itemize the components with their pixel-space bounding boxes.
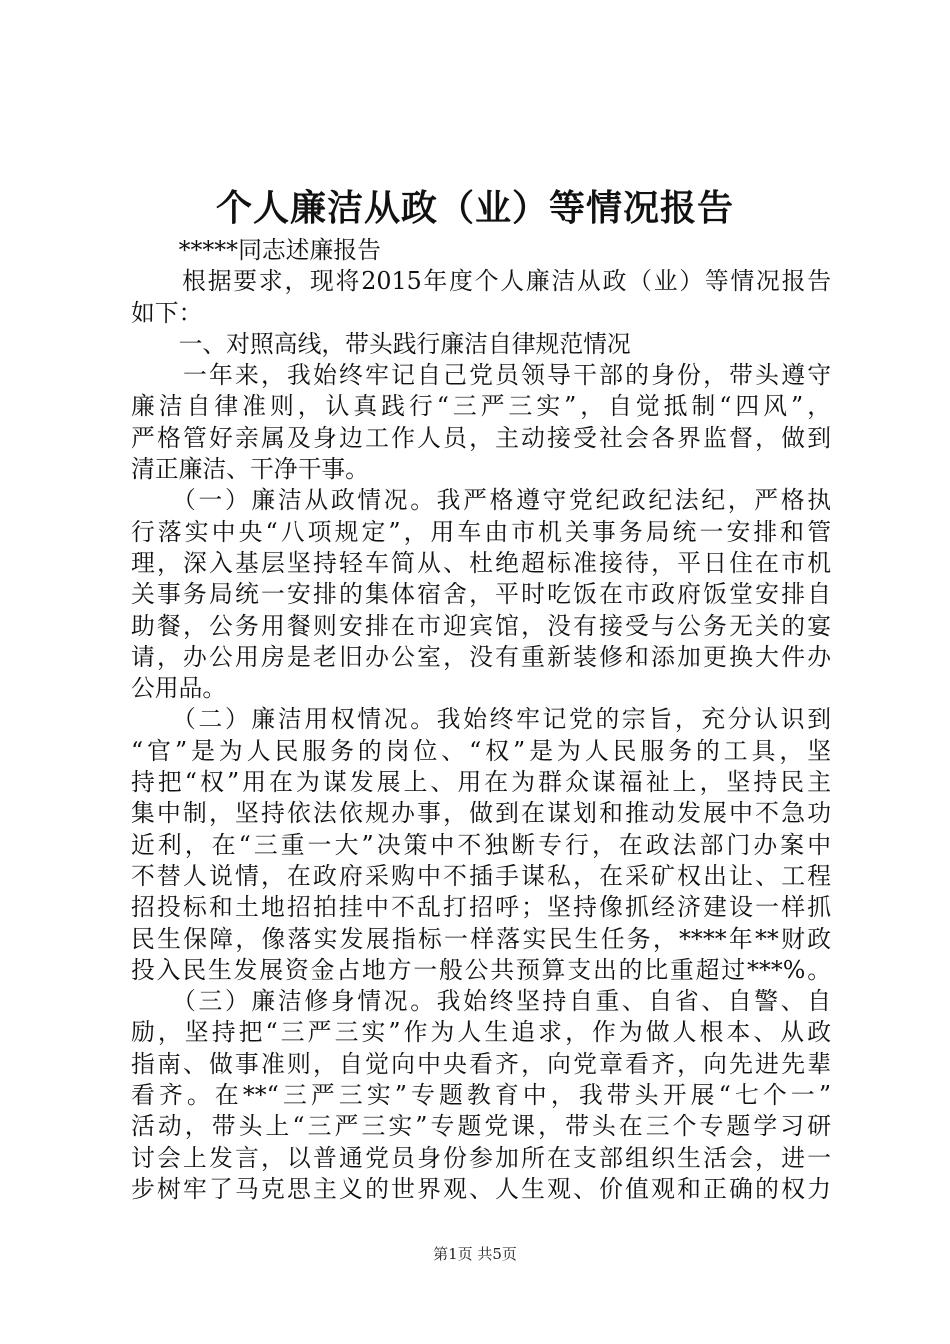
body-line: 持把“权”用在为谋发展上、用在为群众谋福祉上，坚持民主 (131, 768, 831, 797)
body-line: 投入民生发展资金占地方一般公共预算支出的比重超过***%。 (131, 955, 831, 984)
body-line: 民生保障，像落实发展指标一样落实民生任务，****年**财政 (131, 924, 831, 953)
body-line: 一年来，我始终牢记自己党员领导干部的身份，带头遵守 (131, 361, 831, 390)
body-line: 一、对照高线，带头践行廉洁自律规范情况 (131, 329, 631, 358)
body-line: 助餐，公务用餐则安排在市迎宾馆，没有接受与公务无关的宴 (131, 611, 831, 640)
body-line: 讨会上发言，以普通党员身份参加所在支部组织生活会，进一 (131, 1143, 831, 1172)
body-line: （一）廉洁从政情况。我严格遵守党纪政纪法纪，严格执 (131, 486, 831, 515)
page-footer: 第1页 共5页 (433, 1245, 517, 1263)
body-line: 根据要求，现将2015年度个人廉洁从政（业）等情况报告 (131, 267, 831, 296)
body-line: “官”是为人民服务的岗位、“权”是为人民服务的工具，坚 (131, 736, 831, 765)
body-line: *****同志述廉报告 (131, 236, 381, 264)
body-line: 请，办公用房是老旧办公室，没有重新装修和添加更换大件办 (131, 642, 831, 671)
body-line: 步树牢了马克思主义的世界观、人生观、价值观和正确的权力 (131, 1174, 831, 1203)
body-line: 严格管好亲属及身边工作人员，主动接受社会各界监督，做到 (131, 423, 831, 452)
body-line: 集中制，坚持依法依规办事，做到在谋划和推动发展中不急功 (131, 799, 831, 828)
body-line: （三）廉洁修身情况。我始终坚持自重、自省、自警、自 (131, 987, 831, 1016)
body-line: 廉洁自律准则，认真践行“三严三实”，自觉抵制“四风”， (131, 392, 831, 421)
document-body (131, 235, 831, 1205)
body-line: 清正廉洁、干净干事。 (131, 455, 369, 484)
body-line: 近利，在“三重一大”决策中不独断专行，在政法部门办案中 (131, 830, 831, 859)
body-line: 如下： (131, 298, 203, 327)
body-line: 公用品。 (131, 674, 227, 703)
body-line: （二）廉洁用权情况。我始终牢记党的宗旨，充分认识到 (131, 705, 831, 734)
body-line: 行落实中央“八项规定”，用车由市机关事务局统一安排和管 (131, 517, 831, 546)
body-line: 励，坚持把“三严三实”作为人生追求，作为做人根本、从政 (131, 1018, 831, 1047)
body-line: 指南、做事准则，自觉向中央看齐，向党章看齐，向先进先辈 (131, 1049, 831, 1078)
body-line: 招投标和土地招拍挂中不乱打招呼；坚持像抓经济建设一样抓 (131, 893, 831, 922)
document-title: 个人廉洁从政（业）等情况报告 (215, 187, 734, 229)
body-line: 看齐。在**“三严三实”专题教育中，我带头开展“七个一” (131, 1081, 831, 1110)
body-line: 理，深入基层坚持轻车简从、杜绝超标准接待，平日住在市机 (131, 548, 831, 577)
body-line: 关事务局统一安排的集体宿舍，平时吃饭在市政府饭堂安排自 (131, 580, 831, 609)
body-line: 活动，带头上“三严三实”专题党课，带头在三个专题学习研 (131, 1112, 831, 1141)
body-line: 不替人说情，在政府采购中不插手谋私，在采矿权出让、工程 (131, 861, 831, 890)
